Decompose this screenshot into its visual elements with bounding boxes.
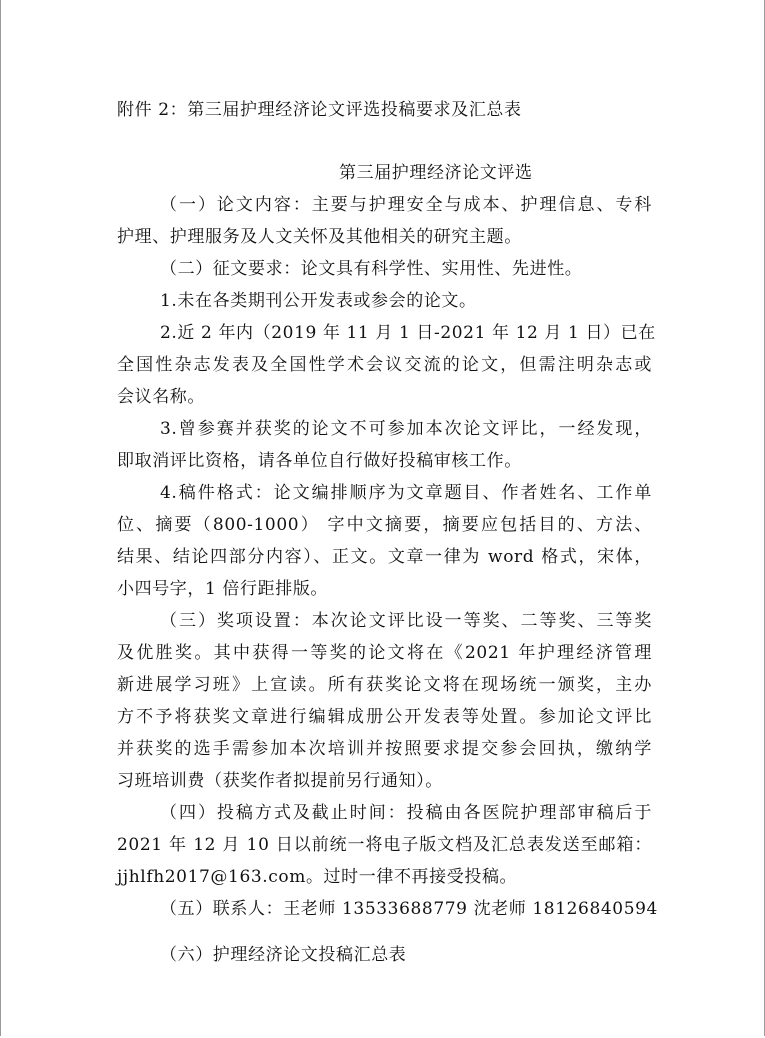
section-1-line: （一）论文内容：主要与护理安全与成本、护理信息、专科 [160, 195, 652, 215]
center-title: 第三届护理经济论文评选 [339, 163, 533, 183]
section-2-heading: （二）征文要求：论文具有科学性、实用性、先进性。 [160, 259, 583, 279]
section-3-line: 并获奖的选手需参加本次培训并按照要求提交参会回执，缴纳学 [117, 739, 652, 759]
section-4-line: jjhlfh2017@163.com。过时一律不再接受投稿。 [117, 867, 518, 887]
section-3-line: 方不予将获奖文章进行编辑成册公开发表等处置。参加论文评比 [117, 707, 652, 727]
attachment-title: 附件 2：第三届护理经济论文评选投稿要求及汇总表 [117, 100, 522, 120]
section-6-heading: （六）护理经济论文投稿汇总表 [160, 945, 407, 965]
requirement-4-line: 小四号字，1 倍行距排版。 [117, 579, 329, 599]
section-3-line: 新进展学习班》上宣读。所有获奖论文将在现场统一颁奖，主办 [117, 675, 652, 695]
section-1-line: 护理、护理服务及人文关怀及其他相关的研究主题。 [117, 227, 522, 247]
requirement-3-line: 3.曾参赛并获奖的论文不可参加本次论文评比，一经发现， [160, 419, 652, 439]
requirement-2-line: 2.近 2 年内（2019 年 11 月 1 日-2021 年 12 月 1 日）已在 [160, 323, 656, 343]
contact-line: （五）联系人：王老师 13533688779 沈老师 18126840594 [160, 899, 658, 919]
section-3-line: 习班培训费（获奖作者拟提前另行通知）。 [117, 771, 443, 791]
requirement-1: 1.未在各类期刊公开发表或参会的论文。 [160, 291, 477, 311]
requirement-2-line: 全国性杂志发表及全国性学术会议交流的论文，但需注明杂志或 [117, 355, 652, 375]
requirement-3-line: 即取消评比资格，请各单位自行做好投稿审核工作。 [117, 451, 522, 471]
requirement-4-line: 4.稿件格式：论文编排顺序为文章题目、作者姓名、工作单 [160, 483, 652, 503]
requirement-4-line: 结果、结论四部分内容）、正文。文章一律为 word 格式，宋体， [117, 547, 652, 567]
section-3-line: （三）奖项设置：本次论文评比设一等奖、二等奖、三等奖 [160, 611, 652, 631]
section-3-line: 及优胜奖。其中获得一等奖的论文将在《2021 年护理经济管理 [117, 643, 652, 663]
requirement-4-line: 位、摘要（800-1000） 字中文摘要，摘要应包括目的、方法、 [117, 515, 652, 535]
section-4-line: （四）投稿方式及截止时间：投稿由各医院护理部审稿后于 [160, 803, 652, 823]
section-4-line: 2021 年 12 月 10 日以前统一将电子版文档及汇总表发送至邮箱： [117, 835, 652, 855]
requirement-2-line: 会议名称。 [117, 387, 205, 407]
